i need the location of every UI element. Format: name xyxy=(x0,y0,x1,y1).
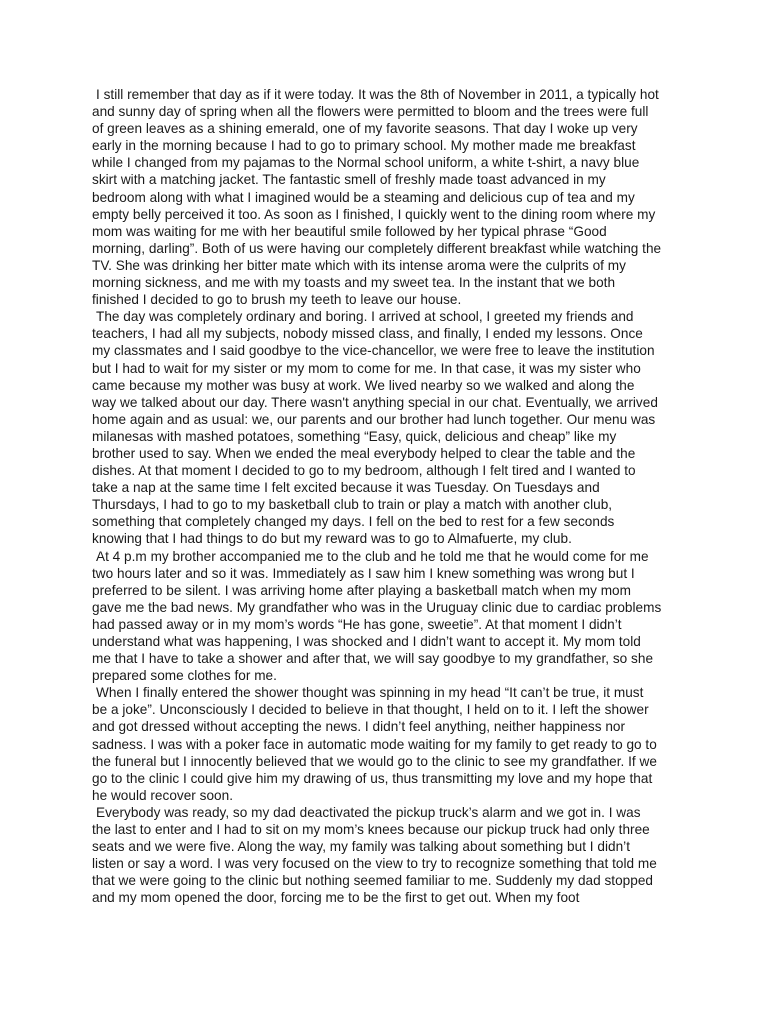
paragraph-3: At 4 p.m my brother accompanied me to the club and he told me that he would come for me two hours later and so it was. Immediately as I saw him I knew something was wrong but I preferred to be silent. I was arriving home after playing a basketball match when my mom gave me the bad news. My grandfather who was in the Uruguay clinic due to cardiac problems had passed away or in my mom’s words “He has gone, sweetie”. At that moment I didn’t understand what was happening, I was shocked and I didn’t want to accept it. My mom told me that I have to take a shower and after that, we will say goodbye to my grandfather, so she prepared some clothes for me. xyxy=(92,548,662,684)
paragraph-5: Everybody was ready, so my dad deactivated the pickup truck’s alarm and we got in. I was the last to enter and I had to sit on my mom’s knees because our pickup truck had only three seats and we were five. Along the way, my family was talking about something but I didn’t listen or say a word. I was very focused on the view to try to recognize something that told me that we were going to the clinic but nothing seemed familiar to me. Suddenly my dad stopped and my mom opened the door, forcing me to be the first to get out. When my foot xyxy=(92,804,657,906)
document-page xyxy=(92,86,662,907)
paragraph-1: I still remember that day as if it were today. It was the 8th of November in 2011, a typically hot and sunny day of spring when all the flowers were permitted to bloom and the trees were full of green leaves as a shining emerald, one of my favorite seasons. That day I woke up very early in the morning because I had to go to primary school. My mother made me breakfast while I changed from my pajamas to the Normal school uniform, a white t-shirt, a navy blue skirt with a matching jacket. The fantastic smell of freshly made toast advanced in my bedroom along with what I imagined would be a steaming and delicious cup of tea and my empty belly perceived it too. As soon as I finished, I quickly went to the dining room where my mom was waiting for me with her beautiful smile followed by her typical phrase “Good morning, darling”. Both of us were having our completely different breakfast while watching the TV. She was drinking her bitter mate which with its intense aroma were the culprits of my morning sickness, and me with my toasts and my sweet tea. In the instant that we both finished I decided to go to brush my teeth to leave our house. xyxy=(92,87,662,308)
paragraph-4: When I finally entered the shower thought was spinning in my head “It can’t be true, it must be a joke”. Unconsciously I decided to believe in that thought, I held on to it. I left the shower and got dressed without accepting the news. I didn’t feel anything, neither happiness nor sadness. I was with a poker face in automatic mode waiting for my family to get ready to go to the funeral but I innocently believed that we would go to the clinic to see my grandfather. If we go to the clinic I could give him my drawing of us, thus transmitting my love and my hope that he would recover soon. xyxy=(92,685,657,803)
paragraph-2: The day was completely ordinary and boring. I arrived at school, I greeted my friends and teachers, I had all my subjects, nobody missed class, and finally, I ended my lessons. Once my classmates and I said goodbye to the vice-chancellor, we were free to leave the institution but I had to wait for my sister or my mom to come for me. In that case, it was my sister who came because my mother was busy at work. We lived nearby so we walked and along the way we talked about our day. There wasn't anything special in our chat. Eventually, we arrived home again and as usual: we, our parents and our brother had lunch together. Our menu was milanesas with mashed potatoes, something “Easy, quick, delicious and cheap” like my brother used to say. When we ended the meal everybody helped to clear the table and the dishes. At that moment I decided to go to my bedroom, although I felt tired and I wanted to take a nap at the same time I felt excited because it was Tuesday. On Tuesdays and Thursdays, I had to go to my basketball club to train or play a match with another club, something that completely changed my days. I fell on the bed to rest for a few seconds knowing that I had things to do but my reward was to go to Almafuerte, my club. xyxy=(92,309,658,547)
